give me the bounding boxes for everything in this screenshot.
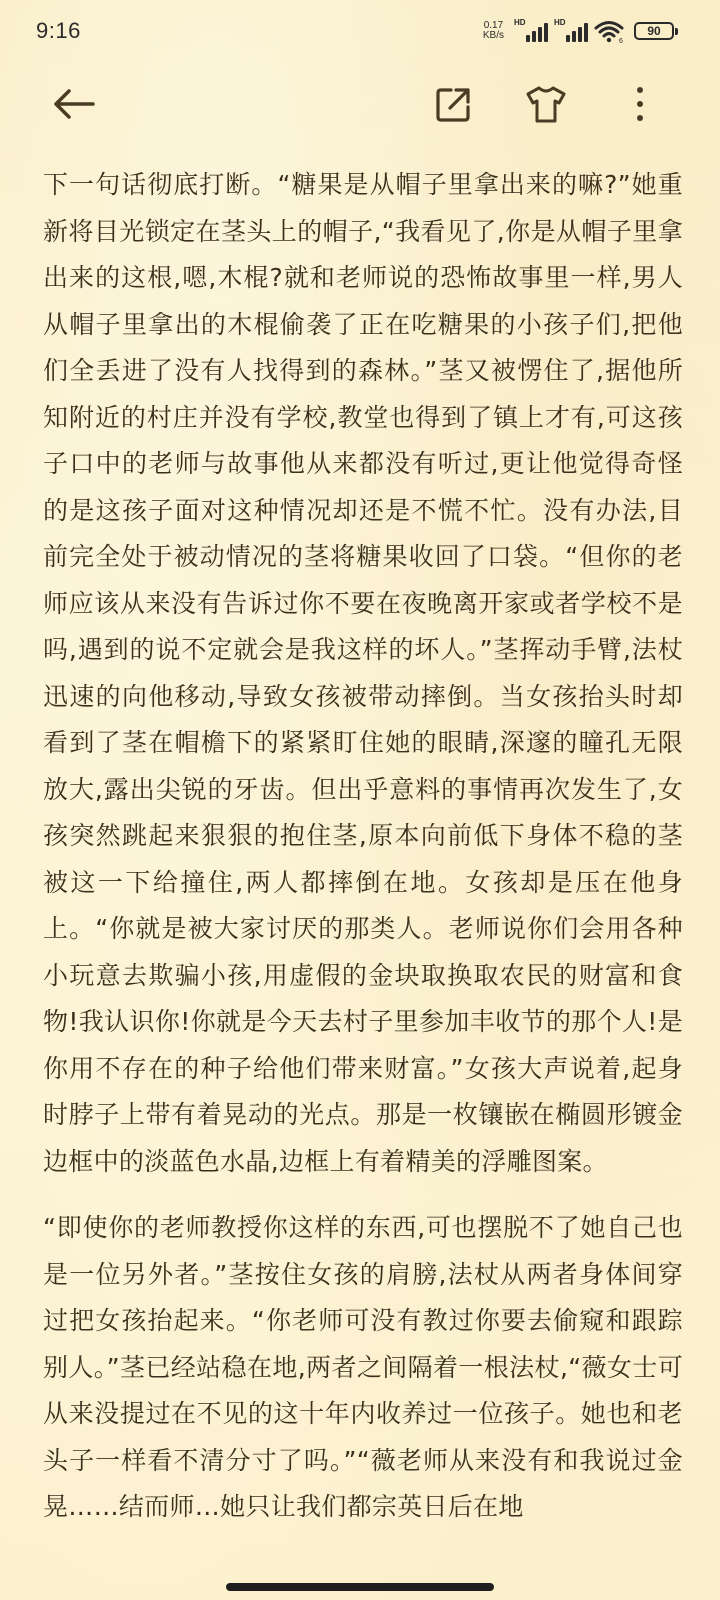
- signal-strength-icon: [514, 18, 548, 44]
- wifi-label: 6: [619, 38, 623, 43]
- reader-toolbar: [0, 72, 720, 136]
- status-bar: [0, 0, 720, 66]
- battery-level: 90: [647, 24, 661, 38]
- reader-content[interactable]: [43, 162, 683, 1531]
- more-options-button[interactable]: [614, 78, 666, 130]
- back-button[interactable]: [48, 78, 100, 130]
- signal-strength-icon: [554, 18, 588, 44]
- status-time: 9:16: [36, 18, 81, 43]
- more-vertical-icon: [634, 84, 646, 124]
- tshirt-icon: [524, 84, 568, 124]
- status-icons: [483, 18, 674, 44]
- paragraph: 下一句话彻底打断。“糖果是从帽子里拿出来的嘛?”她重新将目光锁定在茎头上的帽子,“我看见了,你是从帽子里拿出来的这根,嗯,木棍?就和老师说的恐怖故事里一样,男人从帽子里拿出的木棍偷袭了正在吃糖果的小孩子们,把他们全丢进了没有人找得到的森林。”茎又被愣住了,据他所知附近的村庄并没有学校,教堂也得到了镇上才有,可这孩子口中的老师与故事他从来都没有听过,更让他觉得奇怪的是这孩子面对这种情况却还是不慌不忙。没有办法,目前完全处于被动情况的茎将糖果收回了口袋。“但你的老师应该从来没有告诉过你不要在夜晚离开家或者学校不是吗,遇到的说不定就会是我这样的坏人。”茎挥动手臂,法杖迅速的向他移动,导致女孩被带动摔倒。当女孩抬头时却看到了茎在帽檐下的紧紧盯住她的眼睛,深邃的瞳孔无限放大,露出尖锐的牙齿。但出乎意料的事情再次发生了,女孩突然跳起来狠狠的抱住茎,原本向前低下身体不稳的茎被这一下给撞住,两人都摔倒在地。女孩却是压在他身上。“你就是被大家讨厌的那类人。老师说你们会用各种小玩意去欺骗小孩,用虚假的金块取换取农民的财富和食物!我认识你!你就是今天去村子里参加丰收节的那个人!是你用不存在的种子给他们带来财富。”女孩大声说着,起身时脖子上带有着晃动的光点。那是一枚镶嵌在椭圆形镀金边框中的淡蓝色水晶,边框上有着精美的浮雕图案。: [43, 170, 683, 1176]
- wifi-icon: [594, 19, 624, 43]
- network-speed-value: 0.17: [483, 20, 504, 31]
- arrow-left-icon: [51, 86, 97, 122]
- paragraph: “即使你的老师教授你这样的东西,可也摆脱不了她自己也是一位另外者。”茎按住女孩的肩膀,法杖从两者身体间穿过把女孩抬起来。“你老师可没有教过你要去偷窥和跟踪别人。”茎已经站稳在地,两者之间隔着一根法杖,“薇女士可从来没提过在不见的这十年内收养过一位孩子。她也和老头子一样看不清分寸了吗。”“薇老师从来没有和我说过金晃……结而师…她只让我们都宗英日后在地: [43, 1213, 683, 1521]
- theme-button[interactable]: [520, 78, 572, 130]
- network-speed-unit: KB/s: [482, 30, 504, 41]
- network-speed: [483, 21, 504, 41]
- share-button[interactable]: [428, 78, 480, 130]
- home-indicator[interactable]: [226, 1583, 494, 1591]
- signal-hd-label: HD: [554, 18, 566, 27]
- battery-icon: [634, 22, 674, 40]
- external-share-icon: [434, 84, 474, 124]
- signal-hd-label: HD: [514, 18, 526, 27]
